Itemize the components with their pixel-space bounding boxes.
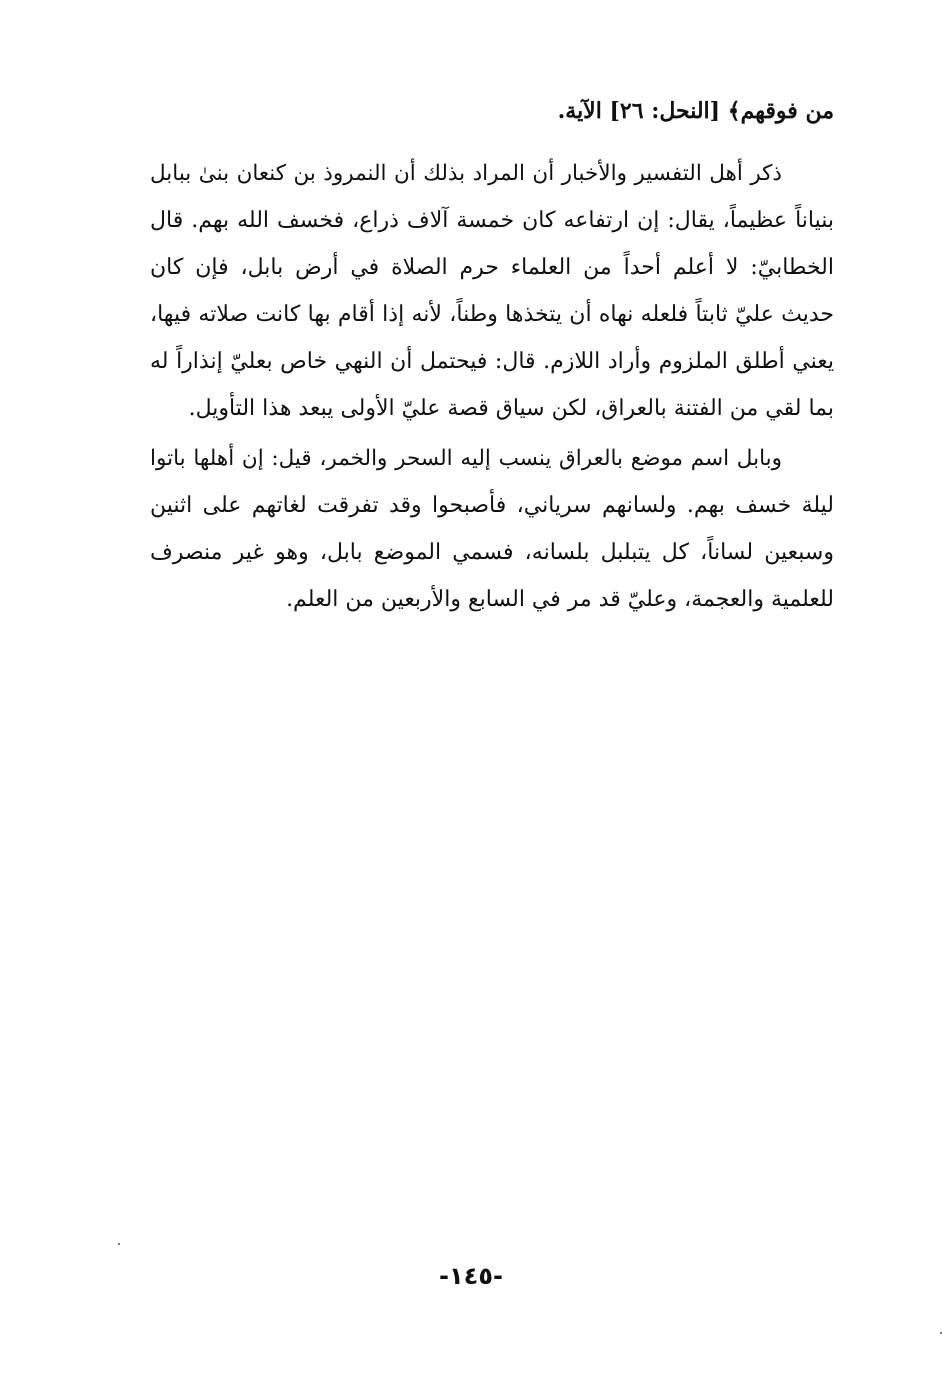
paragraph-line: وبابل اسم موضع بالعراق ينسب إليه السحر والخمر، قيل: إن أهلها باتوا (150, 446, 782, 471)
paragraph-line: بنياناً عظيماً، يقال: إن ارتفاعه كان خمسة آلاف ذراع، فخسف الله بهم. قال (150, 208, 834, 233)
intro-line (150, 88, 834, 135)
page-number: -١٤٥- (439, 1262, 503, 1290)
paragraph-line: ذكر أهل التفسير والأخبار أن المراد بذلك أن النمروذ بن كنعان بنىٰ ببابل (150, 161, 782, 186)
paragraph-line: للعلمية والعجمة، وعليّ قد مر في السابع والأربعين من العلم. (286, 587, 834, 612)
paragraph-line: يعني أطلق الملزوم وأراد اللازم. قال: فيحتمل أن النهي خاص بعليّ إنذاراً له (150, 349, 834, 374)
scan-speck (118, 1243, 120, 1245)
paragraph-2 (150, 435, 834, 623)
paragraph-line: حديث عليّ ثابتاً فلعله نهاه أن يتخذها وطناً، لأنه إذا أقام بها كانت صلاته فيها، (150, 302, 834, 327)
intro-line-text: من فوقهم﴾ [النحل: ٢٦] الآية. (557, 98, 834, 124)
paragraph-1 (150, 150, 834, 432)
paragraph-line: بما لقي من الفتنة بالعراق، لكن سياق قصة عليّ الأولى يبعد هذا التأويل. (188, 396, 834, 421)
paragraph-line: الخطابيّ: لا أعلم أحداً من العلماء حرم الصلاة في أرض بابل، فإن كان (150, 255, 834, 280)
paragraph-line: وسبعين لساناً، كل يتبلبل بلسانه، فسمي الموضع بابل، وهو غير منصرف (150, 540, 834, 565)
paragraph-line: ليلة خسف بهم. ولسانهم سرياني، فأصبحوا وقد تفرقت لغاتهم على اثنين (150, 493, 834, 518)
